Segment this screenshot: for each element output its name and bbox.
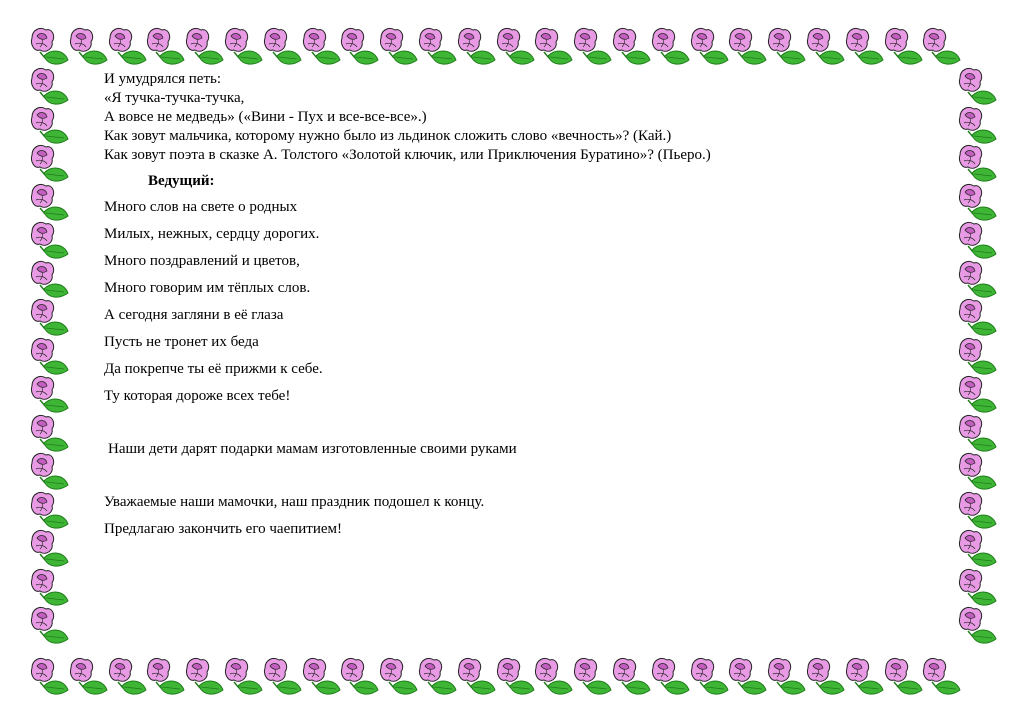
rose-with-leaves-icon xyxy=(959,222,996,258)
rose-with-leaves-icon xyxy=(147,658,184,694)
rose-with-leaves-icon xyxy=(959,607,996,643)
rose-with-leaves-icon xyxy=(419,28,456,64)
rose-with-leaves-icon xyxy=(264,658,301,694)
rose-with-leaves-icon xyxy=(264,28,301,64)
poem-line: Ту которая дороже всех тебе! xyxy=(104,388,291,404)
rose-with-leaves-icon xyxy=(959,530,996,566)
rose-with-leaves-icon xyxy=(807,28,844,64)
rose-with-leaves-icon xyxy=(535,28,572,64)
rose-with-leaves-icon xyxy=(959,415,996,451)
rose-with-leaves-icon xyxy=(70,658,107,694)
rose-with-leaves-icon xyxy=(31,415,68,451)
rose-with-leaves-icon xyxy=(31,492,68,528)
intro-line: И умудрялся петь: xyxy=(104,71,222,87)
rose-with-leaves-icon xyxy=(109,28,146,64)
rose-with-leaves-icon xyxy=(959,569,996,605)
rose-with-leaves-icon xyxy=(147,28,184,64)
rose-with-leaves-icon xyxy=(535,658,572,694)
rose-with-leaves-icon xyxy=(341,28,378,64)
rose-with-leaves-icon xyxy=(846,658,883,694)
rose-with-leaves-icon xyxy=(959,261,996,297)
rose-with-leaves-icon xyxy=(959,145,996,181)
rose-with-leaves-icon xyxy=(341,658,378,694)
closing-block xyxy=(104,493,924,539)
rose-with-leaves-icon xyxy=(225,28,262,64)
closing-line: Уважаемые наши мамочки, наш праздник подошел к концу. xyxy=(104,494,485,510)
poem-line: Много слов на свете о родных xyxy=(104,199,298,215)
rose-with-leaves-icon xyxy=(846,28,883,64)
rose-with-leaves-icon xyxy=(613,28,650,64)
rose-with-leaves-icon xyxy=(691,28,728,64)
intro-line: Как зовут мальчика, которому нужно было из льдинок сложить слово «вечность»? (Кай.) xyxy=(104,128,672,144)
rose-with-leaves-icon xyxy=(885,28,922,64)
rose-with-leaves-icon xyxy=(458,28,495,64)
rose-with-leaves-icon xyxy=(574,658,611,694)
rose-with-leaves-icon xyxy=(225,658,262,694)
rose-with-leaves-icon xyxy=(70,28,107,64)
rose-with-leaves-icon xyxy=(959,492,996,528)
rose-with-leaves-icon xyxy=(807,658,844,694)
rose-with-leaves-icon xyxy=(959,453,996,489)
poem-line: Да покрепче ты её прижми к себе. xyxy=(104,361,323,377)
poem-line: А сегодня загляни в её глаза xyxy=(104,307,284,323)
rose-with-leaves-icon xyxy=(31,28,68,64)
rose-with-leaves-icon xyxy=(380,28,417,64)
rose-with-leaves-icon xyxy=(959,299,996,335)
rose-with-leaves-icon xyxy=(31,299,68,335)
rose-with-leaves-icon xyxy=(768,658,805,694)
rose-with-leaves-icon xyxy=(729,28,766,64)
intro-line: Как зовут поэта в сказке А. Толстого «Золотой ключик, или Приключения Буратино»? (Пьеро.) xyxy=(104,147,711,163)
rose-with-leaves-icon xyxy=(959,184,996,220)
rose-with-leaves-icon xyxy=(613,658,650,694)
rose-with-leaves-icon xyxy=(109,658,146,694)
rose-with-leaves-icon xyxy=(959,68,996,104)
rose-with-leaves-icon xyxy=(959,338,996,374)
rose-with-leaves-icon xyxy=(497,658,534,694)
rose-with-leaves-icon xyxy=(31,569,68,605)
document-body xyxy=(104,70,924,547)
rose-with-leaves-icon xyxy=(729,658,766,694)
rose-with-leaves-icon xyxy=(31,184,68,220)
rose-with-leaves-icon xyxy=(31,530,68,566)
poem-line: Милых, нежных, сердцу дорогих. xyxy=(104,226,320,242)
rose-with-leaves-icon xyxy=(923,28,960,64)
rose-with-leaves-icon xyxy=(497,28,534,64)
rose-with-leaves-icon xyxy=(380,658,417,694)
rose-with-leaves-icon xyxy=(31,658,68,694)
rose-with-leaves-icon xyxy=(31,145,68,181)
poem-line: Много говорим им тёплых слов. xyxy=(104,280,311,296)
rose-with-leaves-icon xyxy=(768,28,805,64)
rose-with-leaves-icon xyxy=(458,658,495,694)
rose-with-leaves-icon xyxy=(186,28,223,64)
intro-line: А вовсе не медведь» («Вини - Пух и все-все-все».) xyxy=(104,109,427,125)
rose-with-leaves-icon xyxy=(652,658,689,694)
rose-with-leaves-icon xyxy=(31,107,68,143)
rose-with-leaves-icon xyxy=(186,658,223,694)
rose-with-leaves-icon xyxy=(31,261,68,297)
rose-with-leaves-icon xyxy=(885,658,922,694)
rose-with-leaves-icon xyxy=(652,28,689,64)
rose-with-leaves-icon xyxy=(691,658,728,694)
rose-with-leaves-icon xyxy=(31,607,68,643)
rose-with-leaves-icon xyxy=(303,28,340,64)
rose-with-leaves-icon xyxy=(959,107,996,143)
rose-with-leaves-icon xyxy=(574,28,611,64)
rose-with-leaves-icon xyxy=(31,453,68,489)
gifts-line: Наши дети дарят подарки мамам изготовленные своими руками xyxy=(108,441,517,457)
poem-line: Пусть не тронет их беда xyxy=(104,334,259,350)
poem-block xyxy=(104,198,924,406)
host-label: Ведущий: xyxy=(148,173,215,189)
rose-with-leaves-icon xyxy=(31,222,68,258)
rose-with-leaves-icon xyxy=(31,376,68,412)
poem-line: Много поздравлений и цветов, xyxy=(104,253,300,269)
intro-block xyxy=(104,70,924,165)
rose-with-leaves-icon xyxy=(959,376,996,412)
rose-with-leaves-icon xyxy=(923,658,960,694)
intro-line: «Я тучка-тучка-тучка, xyxy=(104,90,245,106)
rose-with-leaves-icon xyxy=(31,338,68,374)
rose-with-leaves-icon xyxy=(419,658,456,694)
closing-line: Предлагаю закончить его чаепитием! xyxy=(104,521,343,537)
rose-with-leaves-icon xyxy=(31,68,68,104)
rose-with-leaves-icon xyxy=(303,658,340,694)
